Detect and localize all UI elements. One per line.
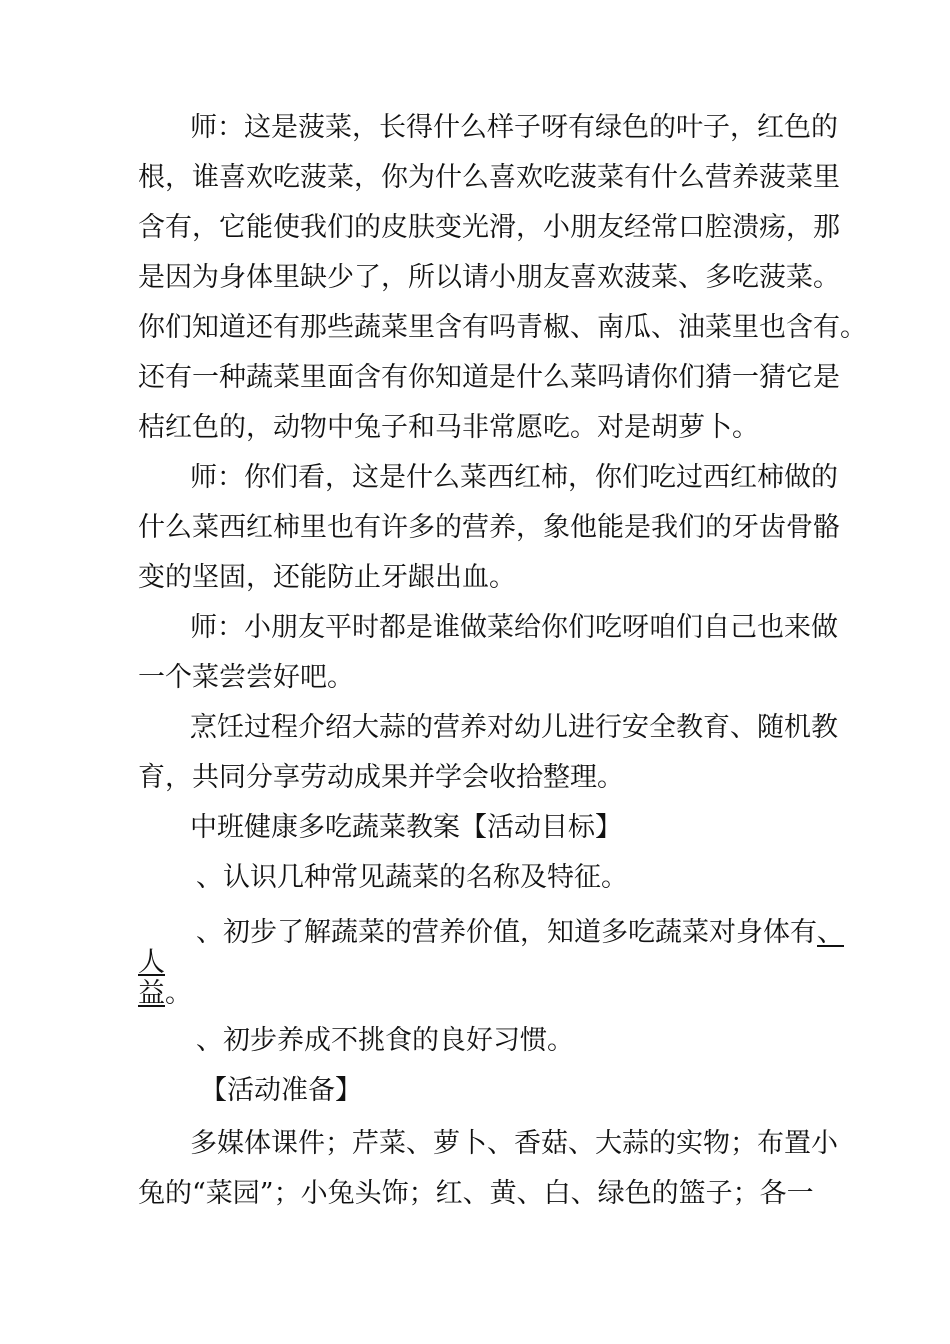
section-heading-preparation: 【活动准备】 [200,1075,362,1106]
paragraph-4-line-1: 烹饪过程介绍大蒜的营养对幼儿进行安全教育、随机教 [190,712,838,743]
paragraph-1-line-3: 含有，它能使我们的皮肤变光滑，小朋友经常口腔溃疡，那 [138,212,840,243]
goal-item-2-period: 。 [165,978,192,1009]
paragraph-2-line-1: 师：你们看，这是什么菜西红柿，你们吃过西红柿做的 [190,462,838,493]
goal-item-2-char-yi: 益 [138,978,165,1009]
paragraph-3-line-2: 一个菜尝尝好吧。 [138,662,354,693]
preparation-line-1: 多媒体课件；芹菜、萝卜、香菇、大蒜的实物；布置小 [190,1128,838,1159]
paragraph-4-line-2: 育，共同分享劳动成果并学会收拾整理。 [138,762,624,793]
goal-item-2-tail [138,977,192,1011]
section-heading-goals: 中班健康多吃蔬菜教案【活动目标】 [190,812,622,843]
paragraph-2-line-2: 什么菜西红柿里也有许多的营养，象他能是我们的牙齿骨骼 [138,512,840,543]
goal-item-2-mark: 、 [817,917,844,948]
preparation-line-2: 兔的“菜园”；小兔头饰；红、黄、白、绿色的篮子；各一 [138,1178,814,1209]
goal-item-2-char-ren: 人 [138,947,165,978]
paragraph-1-line-7: 桔红色的，动物中兔子和马非常愿吃。对是胡萝卜。 [138,412,759,443]
goal-item-1: 、认识几种常见蔬菜的名称及特征。 [196,862,628,893]
paragraph-1-line-5: 你们知道还有那些蔬菜里含有吗青椒、南瓜、油菜里也含有。 [138,312,867,343]
paragraph-2-line-3: 变的坚固，还能防止牙龈出血。 [138,562,516,593]
goal-item-3: 、初步养成不挑食的良好习惯。 [196,1025,574,1056]
goal-item-2 [196,916,844,950]
paragraph-1-line-1: 师：这是菠菜，长得什么样子呀有绿色的叶子，红色的 [190,112,838,143]
paragraph-1-line-2: 根，谁喜欢吃菠菜，你为什么喜欢吃菠菜有什么营养菠菜里 [138,162,840,193]
goal-item-2-text: 、初步了解蔬菜的营养价值，知道多吃蔬菜对身体有 [196,917,817,948]
paragraph-3-line-1: 师：小朋友平时都是谁做菜给你们吃呀咱们自己也来做 [190,612,838,643]
paragraph-1-line-6: 还有一种蔬菜里面含有你知道是什么菜吗请你们猜一猜它是 [138,362,840,393]
paragraph-1-line-4: 是因为身体里缺少了，所以请小朋友喜欢菠菜、多吃菠菜。 [138,262,840,293]
